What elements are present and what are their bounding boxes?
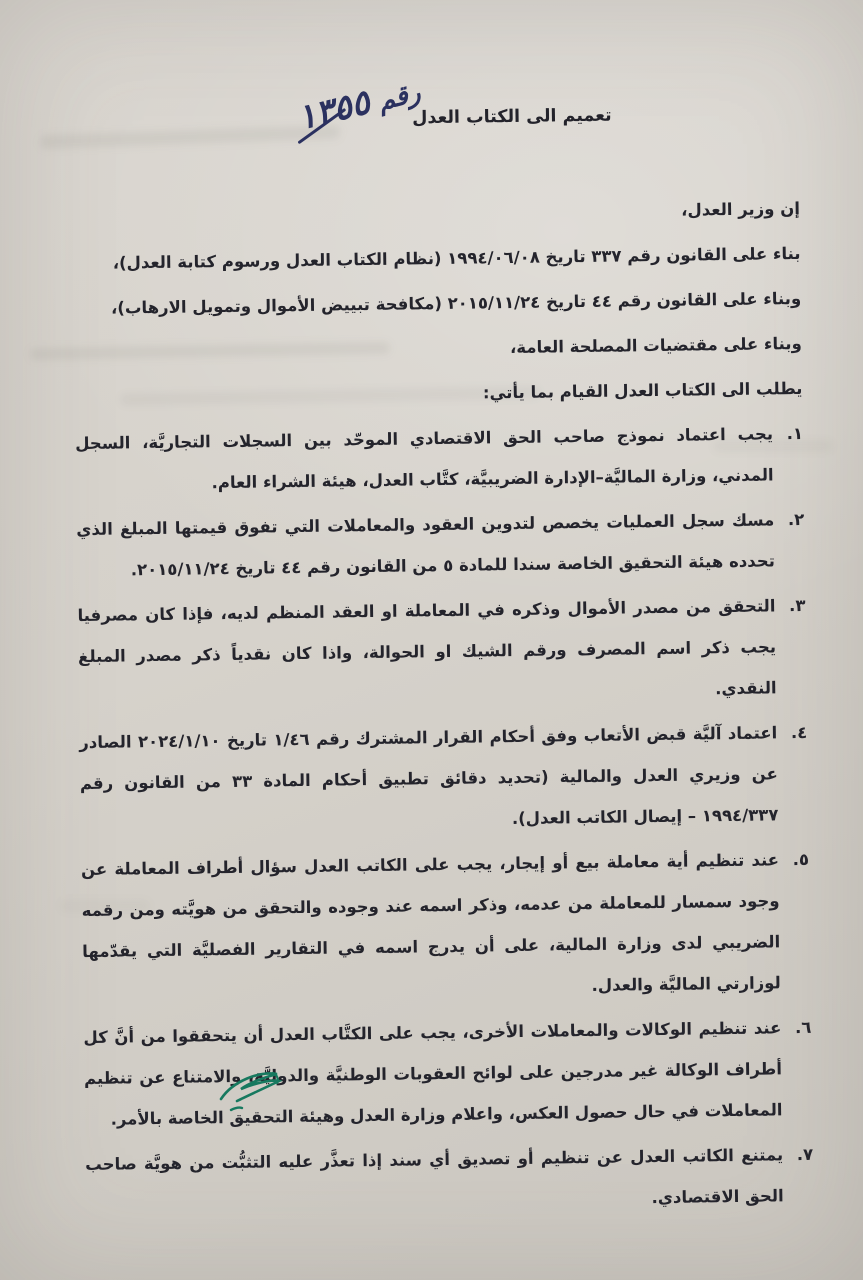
- directive-item: [85, 1134, 814, 1226]
- item-number: ٥.: [792, 849, 810, 870]
- directive-item: [79, 712, 809, 845]
- item-text: عند تنظيم أية معاملة بيع أو إيجار، يجب على الكاتب العدل سؤال أطراف المعاملة عن وجود سمسار للمعاملة من عدمه، وذكر اسمه عند وجوده والتحقق من هويَّته ومن رقمه الضريبي لدى وزارة المالية، على أن يدرج اسمه في التقارير الفصليَّة التي يقدّمها لوزارتي الماليَّة والعدل.: [80, 850, 781, 995]
- document-title: تعميم الى الكتاب العدل: [412, 105, 612, 129]
- directive-item: [76, 499, 805, 591]
- document-body: [72, 186, 814, 1230]
- directive-item: [75, 413, 804, 505]
- preamble-line: وبناء على مقتضيات المصلحة العامة،: [509, 333, 802, 358]
- item-text: عند تنظيم الوكالات والمعاملات الأخرى، يجب على الكتَّاب العدل أن يتحققوا من أنَّ كل أطراف الوكالة غير مدرجين على لوائح العقوبات الوطنيَّة والدوليَّة، والامتناع عن تنظيم المعاملات في حال حصول العكس، واعلام وزارة العدل وهيئة التحقيق الخاصة بالأمر.: [83, 1018, 783, 1129]
- preamble-line: وبناء على القانون رقم ٤٤ تاريخ ٢٠١٥/١١/٢٤ (مكافحة تبييض الأموال وتمويل الارهاب)،: [110, 288, 802, 318]
- directive-item: [83, 1007, 813, 1140]
- directive-items: [75, 413, 814, 1226]
- directive-intro: يطلب الى الكتاب العدل القيام بما يأتي:: [482, 378, 803, 403]
- item-text: مسك سجل العمليات يخصص لتدوين العقود والمعاملات التي تفوق قيمتها المبلغ الذي تحدده هيئة التحقيق الخاصة سندا للمادة ٥ من القانون رقم ٤٤ تاريخ ٢٠١٥/١١/٢٤.: [76, 510, 775, 580]
- item-text: اعتماد آليَّة قبض الأتعاب وفق أحكام القرار المشترك رقم ١/٤٦ تاريخ ٢٠٢٤/١/١٠ الصادر عن وزيري العدل والمالية (تحديد دقائق تطبيق أحكام المادة ٣٣ من القانون رقم ١٩٩٤/٣٣٧ – إيصال الكاتب العدل).: [79, 723, 779, 829]
- item-number: ٣.: [788, 595, 806, 616]
- item-text: يمتنع الكاتب العدل عن تنظيم أو تصديق أي سند إذا تعذَّر عليه التثبُّت من هويَّة صاحب الحق الاقتصادي.: [85, 1145, 784, 1208]
- item-number: ٤.: [790, 722, 808, 743]
- item-text: يجب اعتماد نموذج صاحب الحق الاقتصادي الموحّد بين السجلات التجاريَّة، السجل المدني، وزارة الماليَّة–الإدارة الضريبيَّة، كتَّاب العدل، هيئة الشراء العام.: [74, 424, 774, 493]
- item-number: ٢.: [787, 509, 805, 530]
- item-text: التحقق من مصدر الأموال وذكره في المعاملة او العقد المنظم لديه، فإذا كان مصرفيا يجب ذكر اسم المصرف ورقم الشيك او الحوالة، واذا كان نقدياً ذكر مصدر المبلغ النقدي.: [77, 596, 777, 699]
- handwritten-number: ١٣٥٥: [293, 82, 374, 139]
- directive-item: [81, 839, 811, 1013]
- handwritten-circular-number: [293, 70, 423, 139]
- document-content: [67, 0, 815, 1280]
- directive-item: [77, 585, 807, 718]
- salutation: إن وزير العدل،: [681, 198, 801, 220]
- item-number: ٦.: [794, 1017, 812, 1038]
- item-number: ٧.: [796, 1144, 814, 1165]
- handwritten-word: رقم: [374, 77, 423, 117]
- green-signature-icon: [215, 1065, 295, 1129]
- item-number: ١.: [786, 423, 804, 444]
- preamble-line: بناء على القانون رقم ٣٣٧ تاريخ ١٩٩٤/٠٦/٠٨ (نظام الكتاب العدل ورسوم كتابة العدل)،: [112, 243, 801, 273]
